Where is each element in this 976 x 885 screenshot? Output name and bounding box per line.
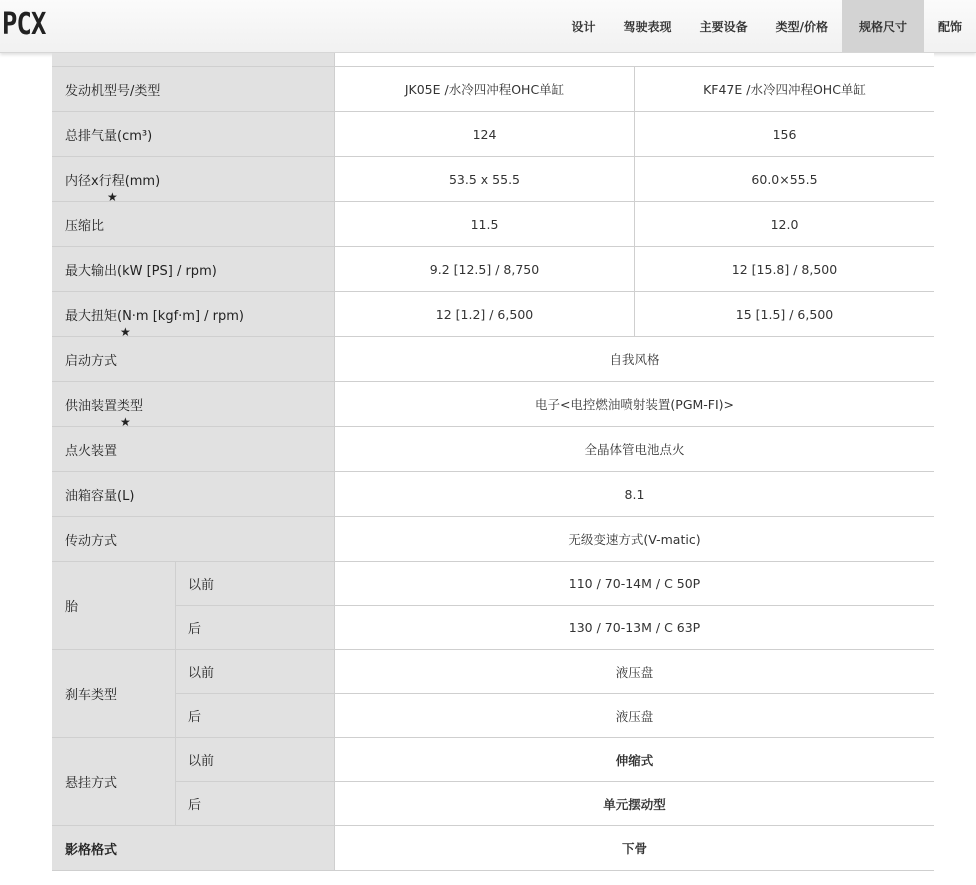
star-icon: ★ [120,415,131,429]
row-label: 影格格式 [52,826,335,870]
row-value: 自我风格 [335,337,934,381]
nav-driving[interactable]: 驾驶表现 [623,19,672,34]
table-row [52,325,934,382]
table-group [52,650,934,738]
row-value: 无级变速方式(V-matic) [335,517,934,561]
sub-label: 后 [176,694,335,737]
row-value: 电子<电控燃油喷射装置(PGM-FI)> [335,382,934,426]
row-label: 发动机型号/类型 [52,67,335,111]
row-label: 压缩比 [65,218,105,234]
sub-label: 以前 [176,562,335,605]
sub-label: 后 [176,606,335,649]
row-label: 总排气量(cm³) [52,112,335,156]
main-nav [558,0,976,52]
table-row [176,738,934,781]
row-value: 15 [1.5] / 6,500 [635,292,934,336]
spec-table [52,53,934,871]
row-value: 8.1 [335,472,934,516]
sub-label: 以前 [176,650,335,693]
nav-specs[interactable]: 规格尺寸 [842,0,924,52]
sub-label: 以前 [176,738,335,781]
table-row [52,53,934,67]
row-label: 油箱容量(L) [52,472,335,516]
row-value: 60.0×55.5 [635,157,934,201]
table-row [176,693,934,737]
nav-equipment[interactable]: 主要设备 [699,19,748,34]
table-row [52,157,934,202]
table-group [52,562,934,650]
row-value: 伸缩式 [335,738,934,781]
table-row [52,472,934,517]
row-value: 下骨 [335,826,934,870]
row-value: 液压盘 [335,694,934,737]
table-row [52,112,934,157]
sub-label: 后 [176,782,335,825]
table-row [52,67,934,112]
row-value: 12.0 [635,202,934,246]
group-label: 悬挂方式 [52,738,176,825]
row-value: 单元摆动型 [335,782,934,825]
table-row [52,292,934,337]
row-label: 启动方式 [65,353,118,369]
row-value: 12 [15.8] / 8,500 [635,247,934,291]
row-value: 9.2 [12.5] / 8,750 [335,247,635,291]
table-row [52,415,934,472]
table-row [176,562,934,605]
row-label: 内径x行程(mm) [52,157,335,201]
table-row [52,247,934,292]
row-label: 点火装置 [65,443,118,459]
top-navigation-bar [0,0,976,53]
table-row [52,517,934,562]
group-label: 胎 [52,562,176,649]
row-value: 液压盘 [335,650,934,693]
table-row [176,781,934,825]
row-value: JK05E /水冷四冲程OHC单缸 [335,67,635,111]
table-row [52,826,934,871]
star-icon: ★ [107,190,118,204]
table-row [176,605,934,649]
group-label: 刹车类型 [52,650,176,737]
nav-accessories[interactable]: 配饰 [937,19,962,34]
table-row [52,190,934,247]
row-label: 传动方式 [52,517,335,561]
row-label: 最大输出(kW [PS] / rpm) [52,247,335,291]
row-value: 53.5 x 55.5 [335,157,635,201]
row-label: 最大扭矩(N·m [kgf·m] / rpm) [52,292,335,336]
row-label: 供油装置类型 [52,382,335,426]
row-value: 124 [335,112,635,156]
row-value: 全晶体管电池点火 [335,427,934,471]
row-value: KF47E /水冷四冲程OHC单缸 [635,67,934,111]
row-value: 110 / 70-14M / C 50P [335,562,934,605]
row-value: 130 / 70-13M / C 63P [335,606,934,649]
nav-type-price[interactable]: 类型/价格 [775,19,828,34]
nav-design[interactable]: 设计 [571,19,596,34]
row-value: 12 [1.2] / 6,500 [335,292,635,336]
table-row [176,650,934,693]
logo[interactable]: PCX [2,7,46,42]
star-icon: ★ [120,325,131,339]
table-group [52,738,934,826]
row-value: 11.5 [335,202,635,246]
row-value: 156 [635,112,934,156]
table-row [52,382,934,427]
